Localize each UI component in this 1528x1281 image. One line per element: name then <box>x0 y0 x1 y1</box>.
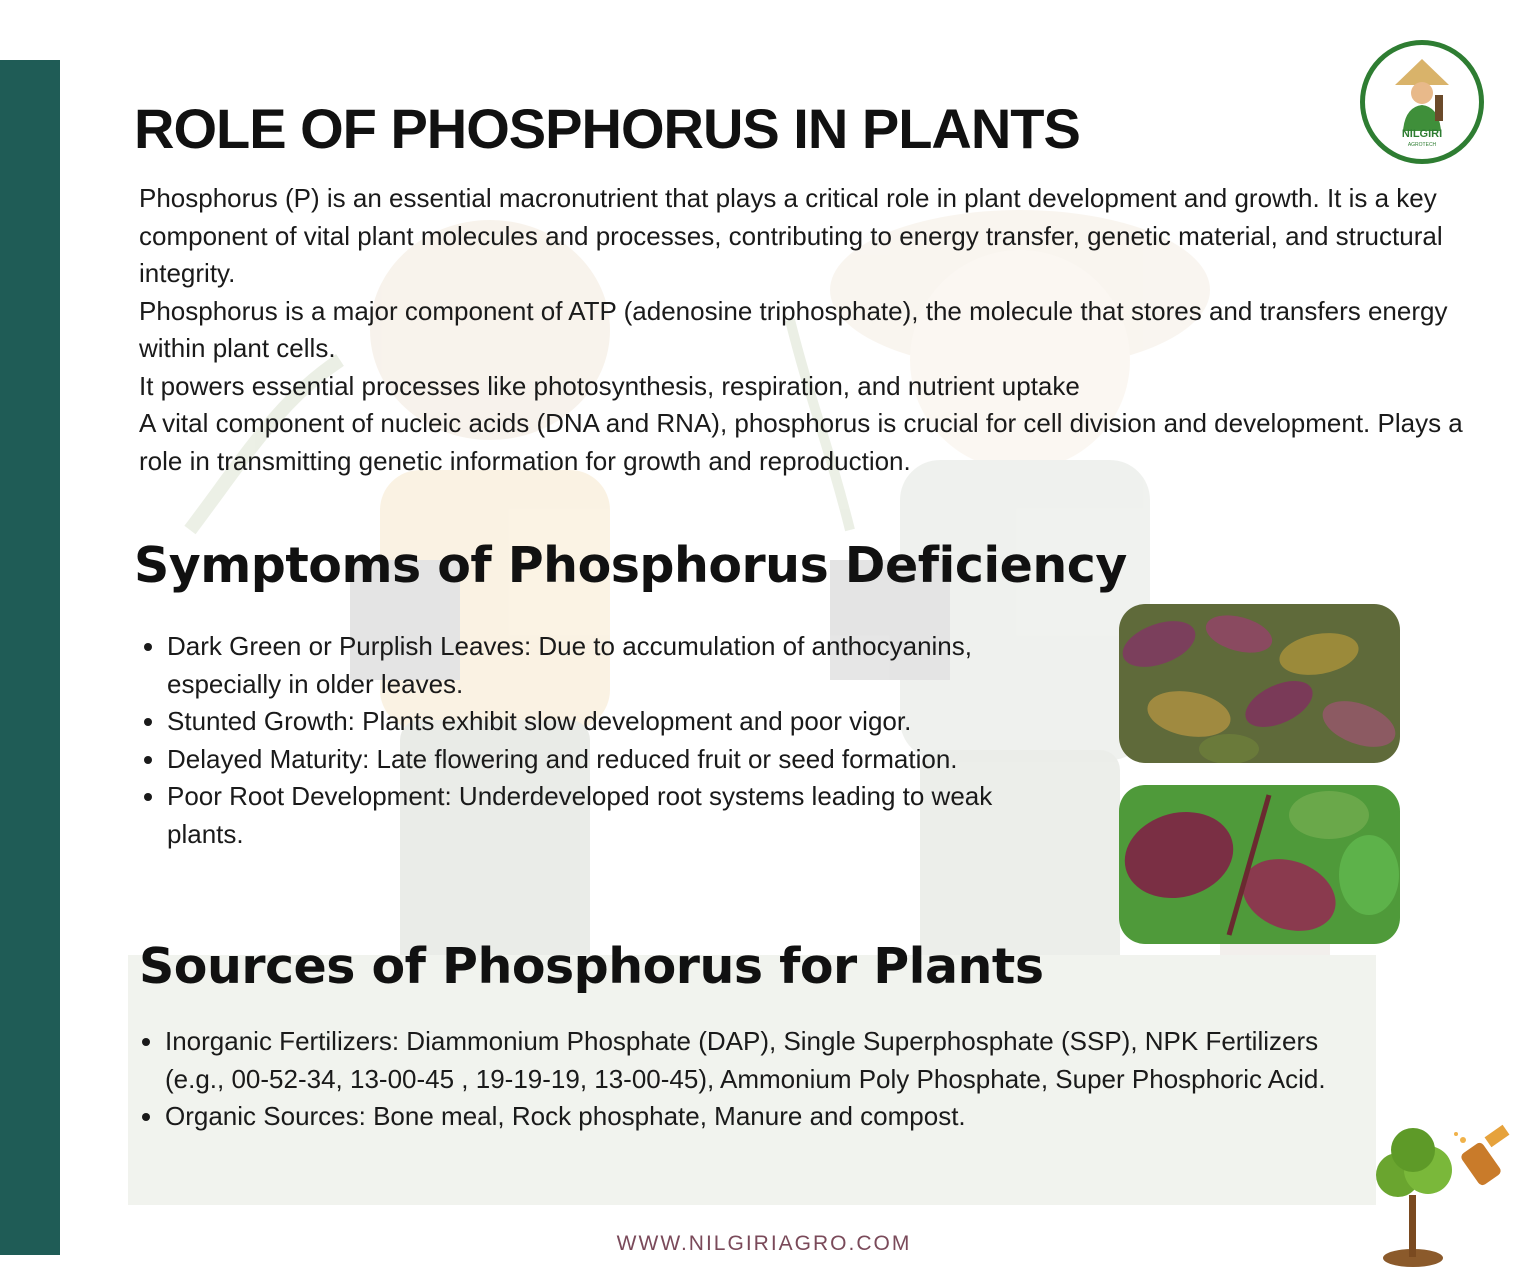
intro-paragraph: Phosphorus is a major component of ATP (adenosine triphosphate), the molecule that stores and transfers energy within plant cells. <box>139 295 1448 363</box>
nilgiri-logo <box>1360 40 1484 164</box>
list-item: • Delayed Maturity: Late flowering and reduced fruit or seed formation. <box>167 741 1067 779</box>
symptoms-heading: Symptoms of Phosphorus Deficiency <box>134 537 1127 594</box>
page-title: ROLE OF PHOSPHORUS IN PLANTS <box>134 97 1080 160</box>
farmer-logo-icon <box>1365 45 1479 159</box>
side-accent-bar <box>0 60 60 1255</box>
sources-heading: Sources of Phosphorus for Plants <box>139 938 1044 995</box>
list-item: • Organic Sources: Bone meal, Rock phosphate, Manure and compost. <box>165 1098 1345 1136</box>
logo-line1: NILGIRI <box>1401 128 1443 140</box>
list-item: • Inorganic Fertilizers: Diammonium Phosphate (DAP), Single Superphosphate (SSP), NPK Fertilizers (e.g., 00-52-34, 13-00-45 , 19-19-19, 13-00-45), Ammonium Poly Phosphate, Super Phosphoric Acid. <box>165 1023 1345 1098</box>
spray-bottle-icon <box>1454 1125 1509 1187</box>
logo-line2: AGROTECH <box>1407 142 1437 148</box>
purple-leaves-photo-2 <box>1119 785 1400 944</box>
intro-text <box>139 180 1469 480</box>
list-item: • Dark Green or Purplish Leaves: Due to accumulation of anthocyanins, especially in older leaves. <box>167 628 1067 703</box>
symptoms-list <box>139 628 1067 853</box>
tree-icon <box>1368 1120 1528 1270</box>
list-item: • Poor Root Development: Underdeveloped root systems leading to weak plants. <box>167 778 1067 853</box>
footer-website-link[interactable]: WWW.NILGIRIAGRO.COM <box>616 1232 912 1255</box>
sources-list <box>137 1023 1345 1136</box>
intro-paragraph: It powers essential processes like photosynthesis, respiration, and nutrient uptake <box>139 370 1080 401</box>
purple-leaves-photo-1 <box>1119 604 1400 763</box>
intro-paragraph: A vital component of nucleic acids (DNA and RNA), phosphorus is crucial for cell division and development. Plays a role in transmitting genetic information for growth and reproduction. <box>139 408 1463 476</box>
intro-paragraph: Phosphorus (P) is an essential macronutrient that plays a critical role in plant development and growth. It is a key component of vital plant molecules and processes, contributing to energy transfer, genetic material, and structural integrity. <box>139 183 1443 288</box>
list-item: • Stunted Growth: Plants exhibit slow development and poor vigor. <box>167 703 1067 741</box>
